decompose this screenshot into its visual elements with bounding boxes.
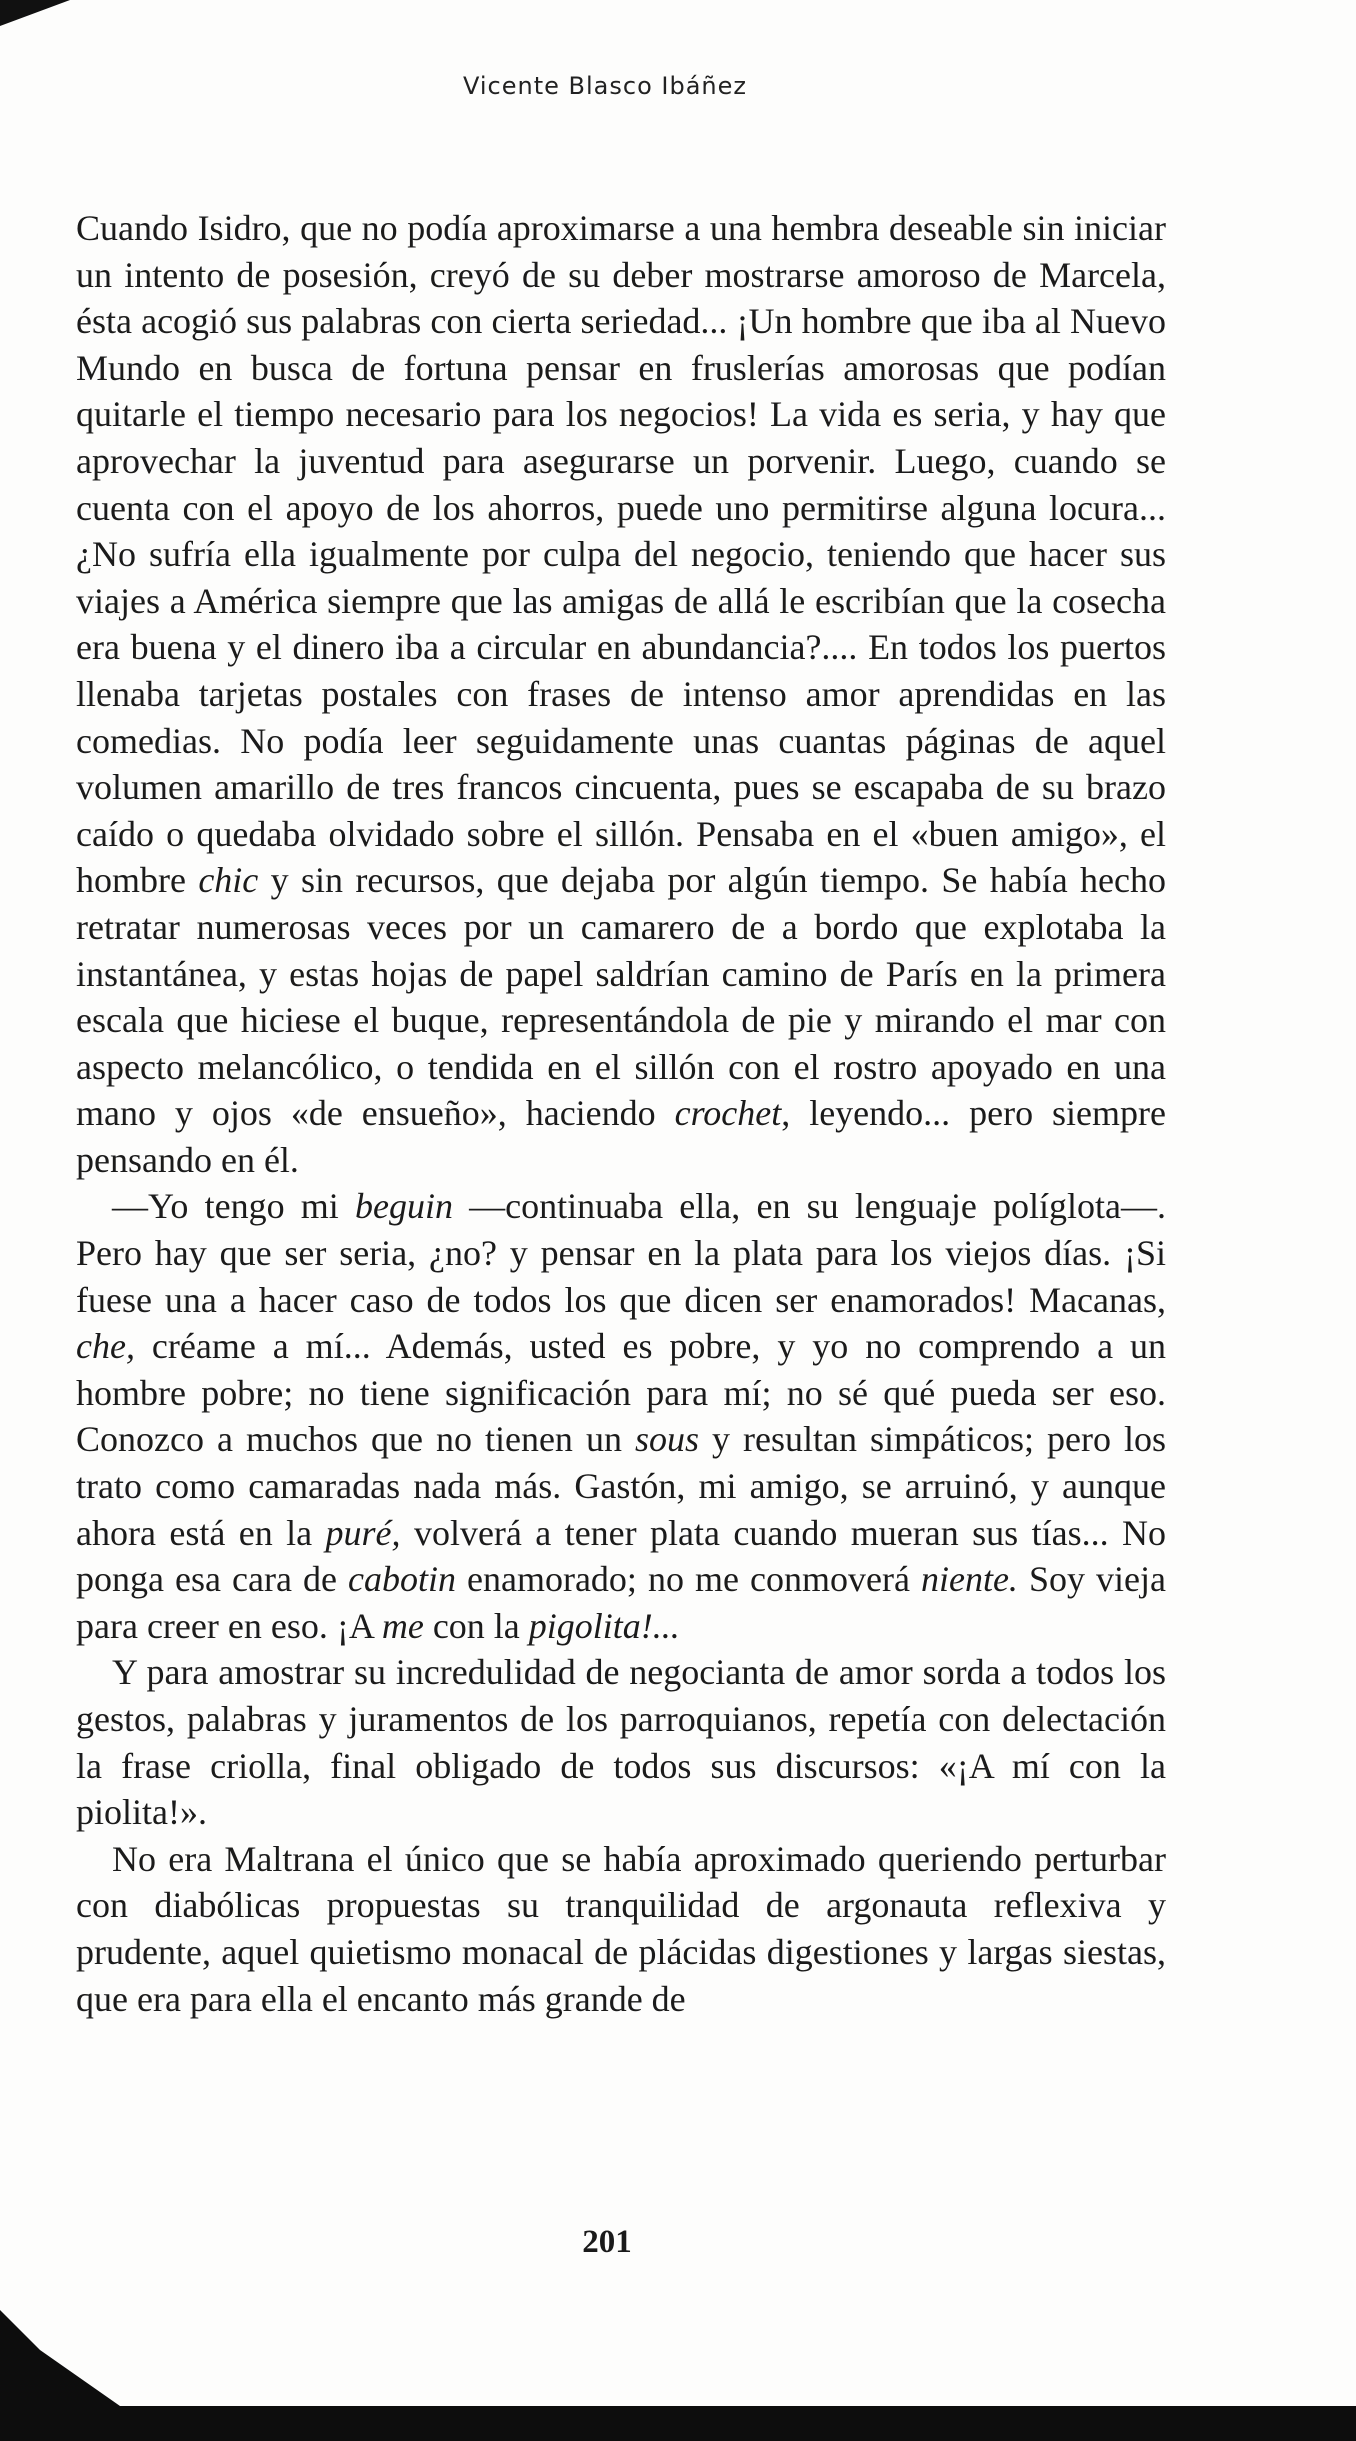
italic-term: cabotin [347,1559,456,1600]
running-header: Vicente Blasco Ibáñez [463,72,747,100]
text-run: Cuando Isidro, que no podía aproximarse a una hembra deseable sin iniciar un intento de posesión, creyó de su deber mostrarse amoroso de Marcela, ésta acogió sus palabras con cierta seriedad... ¡Un hombre que iba al Nuevo Mundo en busca de fortuna pensar en fruslerías amorosas que podían quitarle el tiempo necesario para los negocios! La vida es seria, y hay que aprovechar la juventud para asegurarse un porvenir. Luego, cuando se cuenta con el apoyo de los ahorros, puede uno permitirse alguna locura... ¿No sufría ella igualmente por culpa del negocio, teniendo que hacer sus viajes a América siempre que las amigas de allá le escribían que la cosecha era buena y el dinero iba a circular en abundancia?.... En todos los puertos llenaba tarjetas postales con frases de intenso amor aprendidas en las comedias. No podía leer seguidamente unas cuantas páginas de aquel volumen amarillo de tres francos cincuenta, pues se escapaba de su brazo caído o quedaba olvidado sobre el sillón. Pensaba en el «buen amigo», el hombre [76,208,1166,901]
text-run: enamorado; no me conmoverá [455,1559,921,1600]
text-run: volverá a tener plata cuando mueran sus tías... No ponga esa cara de [76,1512,1167,1600]
scan-bottom-shadow [0,2310,1356,2441]
italic-term: pigolita!... [528,1605,680,1646]
italic-term: che, [76,1326,135,1367]
text-run: No era Maltrana el único que se había aproximado queriendo perturbar con diabólicas propuestas su tranquilidad de argonauta reflexiva y prudente, aquel quietismo monacal de plácidas digestiones y largas siestas, que era para ella el encanto más grande de [76,1838,1166,2019]
text-run: Soy vieja para creer en eso. ¡A [76,1559,1166,1646]
text-run: y sin recursos, que dejaba por algún tiempo. Se había hecho retratar numerosas veces por un camarero de a bordo que explotaba la instantánea, y estas hojas de papel saldrían camino de París en la primera escala que hiciese el buque, representándola de pie y mirando el mar con aspecto melancólico, o tendida en el sillón con el rostro apoyado en una mano y ojos «de ensueño», haciendo [76,860,1166,1134]
italic-term: crochet [674,1093,782,1134]
italic-term: niente. [920,1559,1018,1600]
text-run: , leyendo... pero siempre pensando en él. [76,1093,1167,1180]
text-run: y resultan simpáticos; pero los trato como camaradas nada más. Gastón, mi amigo, se arruinó, y aunque ahora está en la [76,1419,1166,1553]
paragraph-1 [76,205,1166,1183]
italic-term: sous [634,1419,699,1460]
text-run: Y para amostrar su incredulidad de negocianta de amor sorda a todos los gestos, palabras y juramentos de los parroquianos, repetía con delectación la frase criolla, final obligado de todos sus discursos: «¡A mí con la piolita!». [76,1652,1166,1833]
body-text [76,205,1166,2022]
italic-term: puré, [325,1512,401,1553]
text-run: —continuaba ella, en su lenguaje políglota—. Pero hay que ser seria, ¿no? y pensar en la plata para los viejos días. ¡Si fuese una a hacer caso de todos los que dicen ser enamorados! Macanas, [76,1186,1166,1320]
text-run: —Yo tengo mi [112,1186,355,1227]
page-number: 201 [582,2224,632,2260]
text-run: con la [423,1605,529,1646]
paragraph-4 [76,1836,1166,2022]
italic-term: me [381,1605,424,1646]
scan-corner-mark [0,0,70,26]
paragraph-2 [76,1183,1166,1649]
italic-term: chic [198,860,259,901]
italic-term: beguin [354,1186,453,1227]
text-run: créame a mí... Además, usted es pobre, y yo no comprendo a un hombre pobre; no tiene significación para mí; no sé qué pueda ser eso. Conozco a muchos que no tienen un [76,1326,1166,1460]
paragraph-3 [76,1649,1166,1835]
